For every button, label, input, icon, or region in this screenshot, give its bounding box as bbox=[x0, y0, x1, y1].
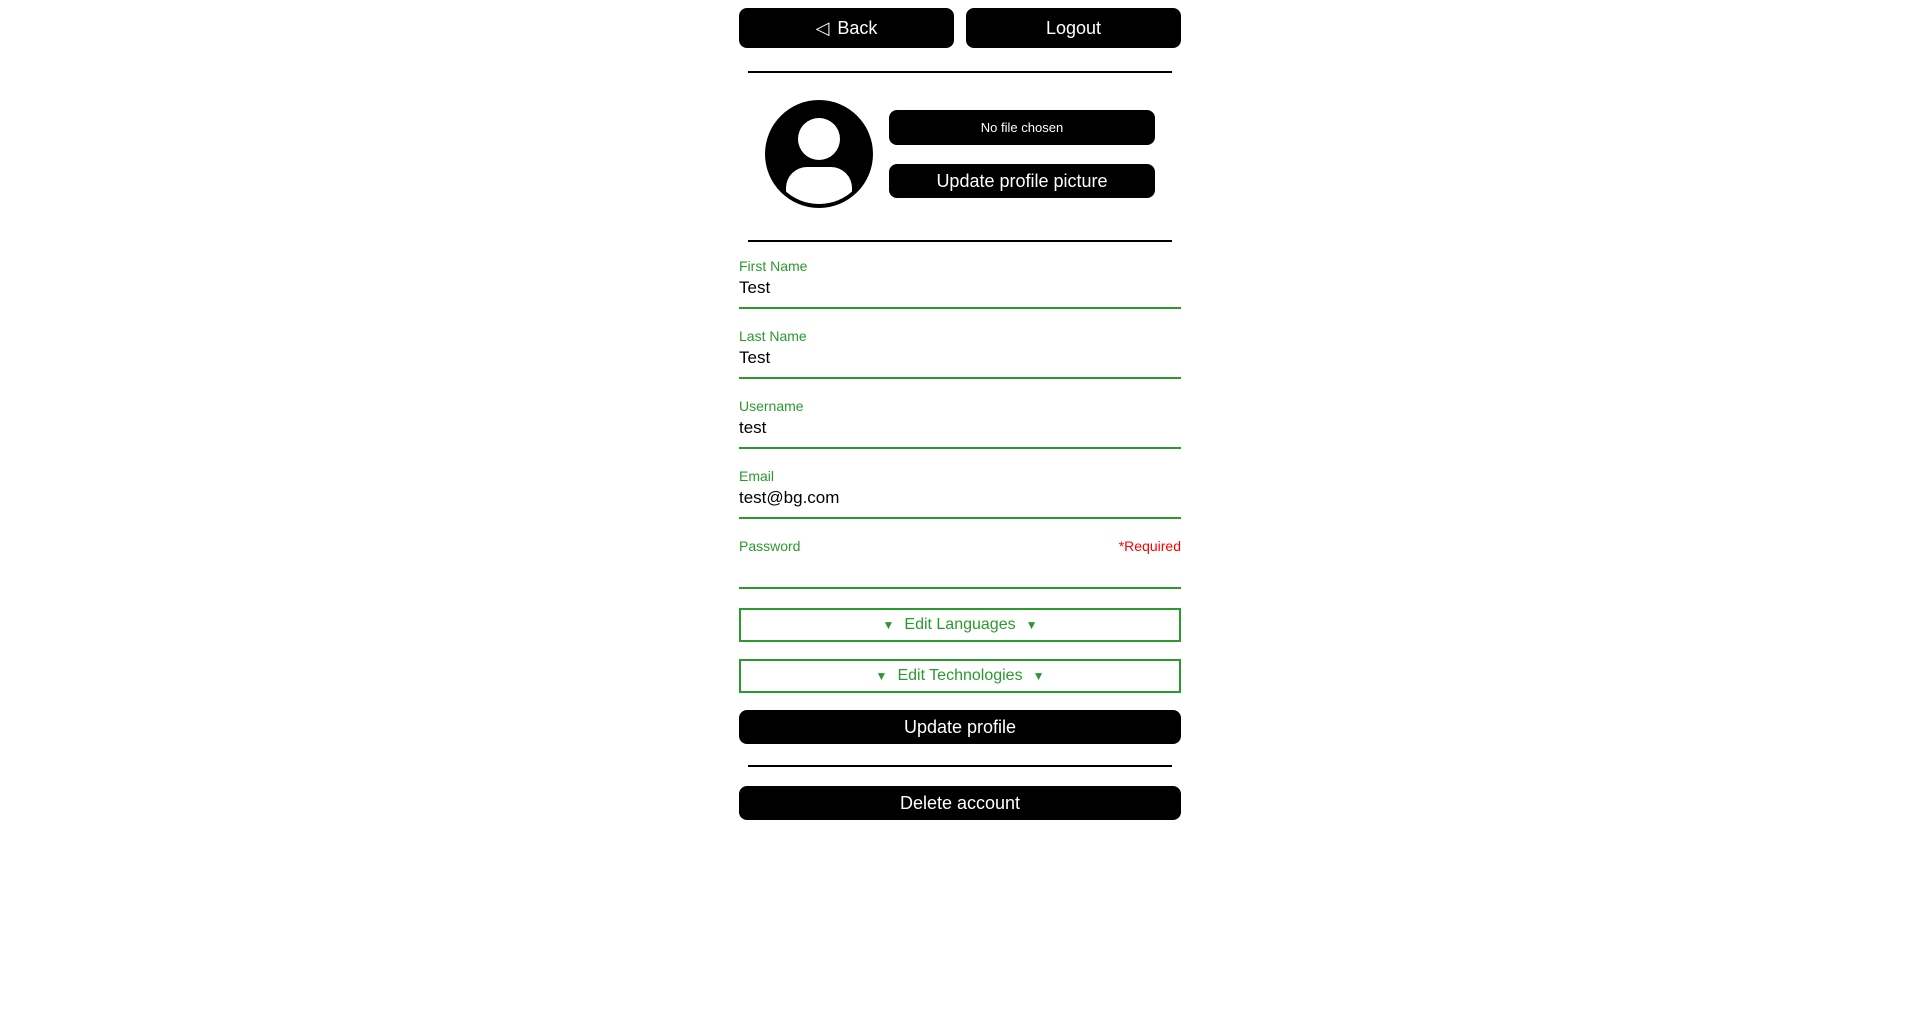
top-button-row bbox=[739, 8, 1181, 48]
edit-technologies-label: Edit Technologies bbox=[897, 667, 1023, 684]
username-label: Username bbox=[739, 398, 804, 414]
email-field bbox=[739, 468, 1181, 519]
back-button[interactable] bbox=[739, 8, 954, 48]
back-arrow-icon: ◁ bbox=[815, 17, 830, 38]
divider-danger bbox=[748, 765, 1172, 767]
edit-languages-label: Edit Languages bbox=[904, 616, 1016, 633]
logout-button-label: Logout bbox=[1045, 17, 1102, 38]
profile-picture-section bbox=[739, 100, 1181, 208]
update-profile-picture-label: Update profile picture bbox=[936, 170, 1108, 191]
profile-form bbox=[739, 258, 1181, 744]
divider-avatar-form bbox=[748, 240, 1172, 242]
file-controls bbox=[889, 110, 1155, 198]
delete-account-label: Delete account bbox=[899, 792, 1021, 813]
edit-technologies-button[interactable] bbox=[739, 659, 1181, 693]
file-input-label: No file chosen bbox=[980, 120, 1064, 135]
avatar bbox=[765, 100, 873, 208]
update-profile-picture-button[interactable] bbox=[889, 164, 1155, 198]
chevron-down-icon: ▼ bbox=[1025, 618, 1038, 632]
delete-account-button[interactable] bbox=[739, 786, 1181, 820]
username-input[interactable] bbox=[739, 415, 1181, 449]
chevron-down-icon: ▼ bbox=[1032, 669, 1045, 683]
first-name-input[interactable] bbox=[739, 275, 1181, 309]
last-name-field bbox=[739, 328, 1181, 379]
first-name-field bbox=[739, 258, 1181, 309]
password-required-note: *Required bbox=[1118, 538, 1181, 554]
profile-page-column bbox=[739, 0, 1181, 820]
last-name-input[interactable] bbox=[739, 345, 1181, 379]
email-label: Email bbox=[739, 468, 775, 484]
first-name-label: First Name bbox=[739, 258, 808, 274]
password-label: Password bbox=[739, 538, 801, 554]
password-input[interactable] bbox=[739, 555, 1181, 589]
chevron-down-icon: ▼ bbox=[882, 618, 895, 632]
email-input[interactable] bbox=[739, 485, 1181, 519]
back-button-label: Back bbox=[837, 17, 878, 38]
password-field bbox=[739, 538, 1181, 589]
chevron-down-icon: ▼ bbox=[875, 669, 888, 683]
last-name-label: Last Name bbox=[739, 328, 807, 344]
file-input-button[interactable] bbox=[889, 110, 1155, 145]
divider-top bbox=[748, 71, 1172, 73]
person-circle-icon bbox=[765, 100, 873, 208]
update-profile-label: Update profile bbox=[903, 716, 1017, 737]
update-profile-button[interactable] bbox=[739, 710, 1181, 744]
edit-languages-button[interactable] bbox=[739, 608, 1181, 642]
username-field bbox=[739, 398, 1181, 449]
logout-button[interactable] bbox=[966, 8, 1181, 48]
